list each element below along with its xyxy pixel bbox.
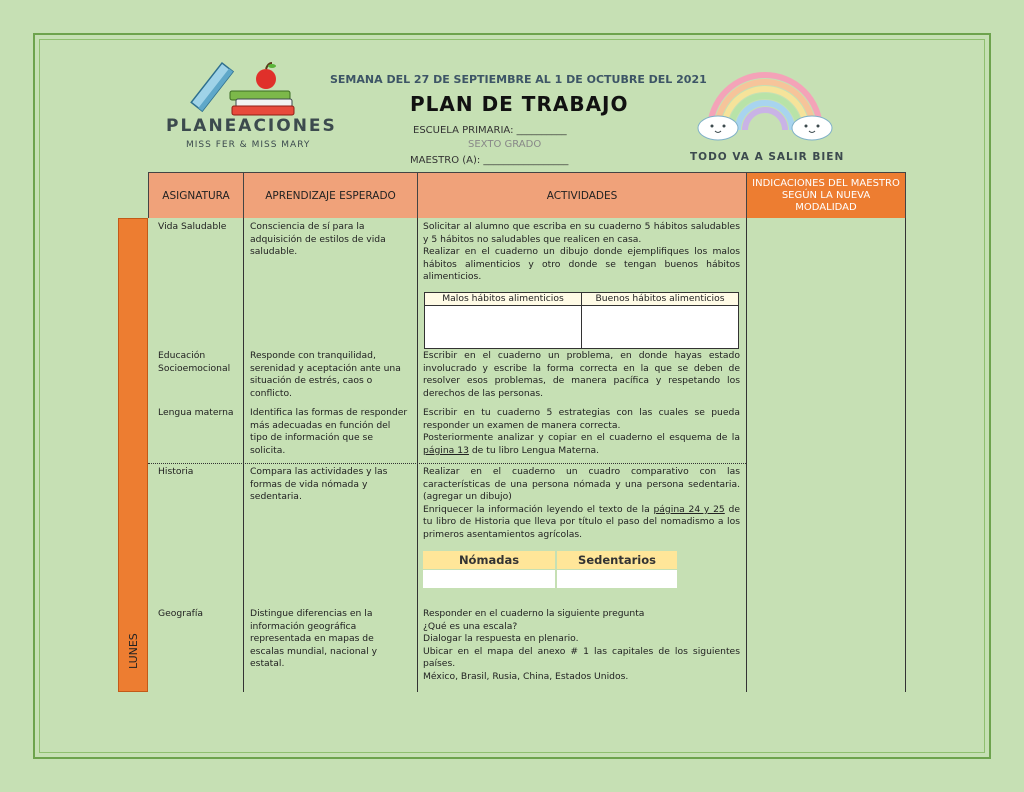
activities-cell (423, 407, 740, 457)
column-divider (905, 218, 906, 692)
logo-subtitle: MISS FER & MISS MARY (186, 140, 311, 150)
page-title: PLAN DE TRABAJO (410, 92, 629, 116)
header-subject: ASIGNATURA (148, 172, 244, 219)
activity-text: Escribir en tu cuaderno 5 estrategias con las cuales se pueda responder un examen de manera correcta. (423, 407, 740, 431)
compare-table-cell (557, 570, 677, 588)
learning-cell: Distingue diferencias en la información geográfica representada en mapas de escalas mundial, nacional y estatal. (250, 608, 378, 670)
activity-text: Realizar en el cuaderno un dibujo donde ejemplifiques los malos hábitos alimenticios y otro donde se tengan buenos hábitos alimenticios. (423, 246, 740, 283)
compare-table-header: Sedentarios (557, 551, 677, 569)
column-divider (417, 218, 418, 692)
mini-table-header: Buenos hábitos alimenticios (581, 292, 739, 306)
row-divider (148, 463, 746, 464)
activity-text: Realizar en el cuaderno un cuadro comparativo con las características de una persona nómada y una persona sedentaria. (agregar un dibujo) (423, 466, 740, 503)
learning-cell: Identifica las formas de responder más adecuadas en función del tipo de información que se solicita. (250, 407, 408, 456)
activity-text: Ubicar en el mapa del anexo # 1 las capitales de los siguientes países. (423, 645, 740, 670)
mini-table-header: Malos hábitos alimenticios (424, 292, 582, 306)
header-activities: ACTIVIDADES (417, 172, 747, 219)
activity-text: Solicitar al alumno que escriba en su cuaderno 5 hábitos saludables y 5 hábitos no saludables que realicen en casa. (423, 221, 740, 245)
activity-text: Enriquecer la información leyendo el texto de la página 24 y 25 de tu libro de Historia que lleva por título el paso del nomadismo a los primeros asentamientos agrícolas. (423, 503, 741, 540)
school-field: ESCUELA PRIMARIA: __________ (413, 125, 567, 136)
activities-cell (423, 350, 740, 400)
page-reference: página 13 (423, 444, 469, 456)
column-divider (243, 218, 244, 692)
activities-cell (423, 221, 740, 284)
subject-cell: Vida Saludable (158, 221, 227, 232)
day-band (118, 218, 148, 692)
mini-table-cell (581, 305, 739, 349)
subject-cell: Lengua materna (158, 407, 234, 418)
rainbow-icon (690, 58, 840, 148)
learning-cell: Responde con tranquilidad, serenidad y aceptación ante una situación de estrés, caos o conflicto. (250, 350, 401, 399)
subject-cell: Geografía (158, 608, 204, 619)
mini-table-cell (424, 305, 582, 349)
header-learning: APRENDIZAJE ESPERADO (243, 172, 418, 219)
teacher-field: MAESTRO (A): _________________ (410, 155, 569, 166)
learning-cell: Consciencia de sí para la adquisición de estilos de vida saludable. (250, 221, 386, 258)
subject-cell: Historia (158, 466, 194, 477)
activity-text: México, Brasil, Rusia, China, Estados Unidos. (423, 670, 629, 682)
grade-label: SEXTO GRADO (468, 139, 542, 150)
activity-text: Posteriormente analizar y copiar en el cuaderno el esquema de la página 13 de tu libro Lengua Materna. (423, 432, 740, 456)
activity-text: Dialogar la respuesta en plenario. (423, 633, 579, 645)
column-divider (746, 218, 747, 692)
compare-table-header: Nómadas (423, 551, 555, 569)
activity-text: ¿Qué es una escala? (423, 620, 518, 632)
day-label: LUNES (127, 633, 140, 669)
header-notes: INDICACIONES DEL MAESTRO SEGÚN LA NUEVA MODALIDAD (746, 172, 906, 219)
week-range: SEMANA DEL 27 DE SEPTIEMBRE AL 1 DE OCTUBRE DEL 2021 (330, 73, 707, 86)
page-reference: página 24 y 25 (653, 503, 725, 515)
activities-cell (423, 608, 740, 684)
learning-cell: Compara las actividades y las formas de vida nómada y sedentaria. (250, 466, 388, 503)
motto: TODO VA A SALIR BIEN (690, 151, 845, 163)
logo-title: PLANEACIONES (166, 116, 337, 136)
activities-cell (423, 466, 740, 542)
subject-cell: Educación Socioemocional (158, 350, 231, 374)
activity-text: Escribir en el cuaderno un problema, en donde hayas estado involucrado y escribe la forma correcta en la que se deben de resolver esos problemas, de manera pacífica y respetando los derechos de las personas. (423, 350, 740, 399)
activity-text: Responder en el cuaderno la siguiente pregunta (423, 608, 645, 619)
compare-table-cell (423, 570, 555, 588)
